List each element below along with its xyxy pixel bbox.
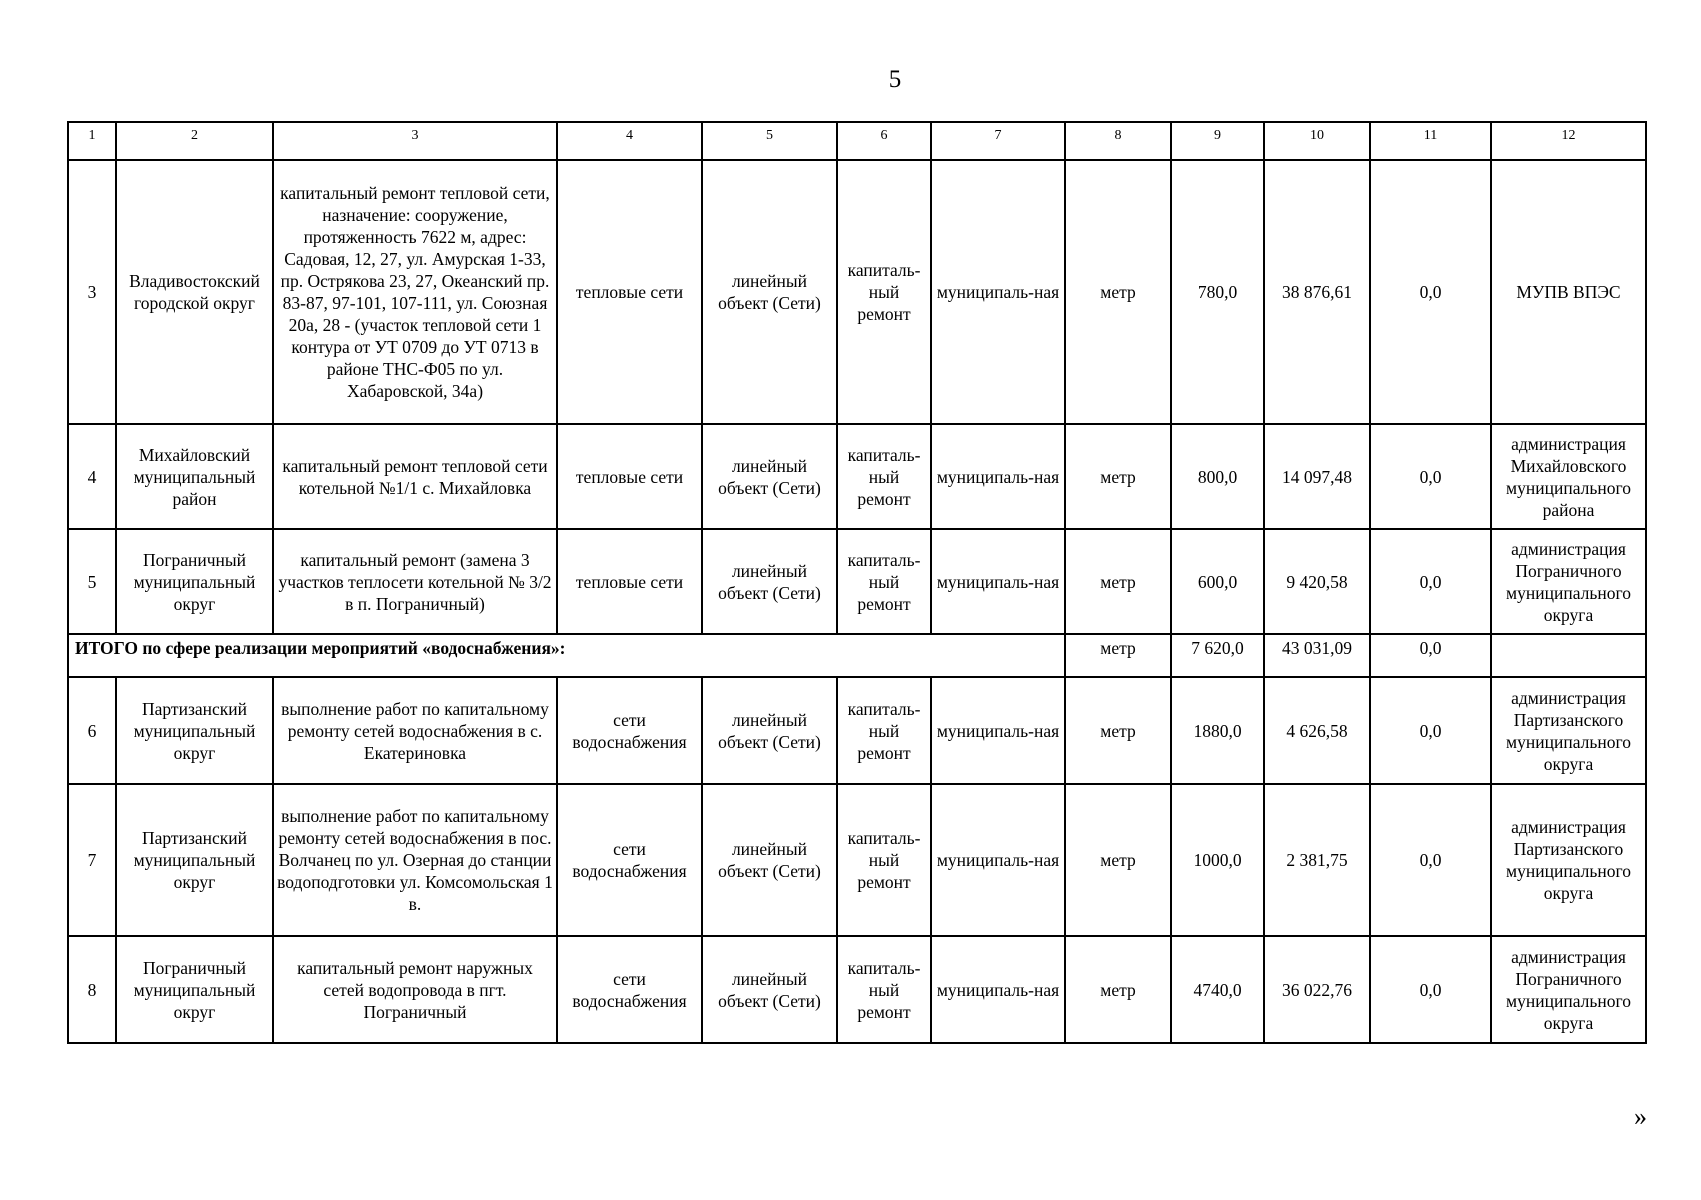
executor-cell: администрация Партизанского муниципального округа: [1491, 784, 1646, 936]
total-cost: 43 031,09: [1264, 634, 1370, 677]
ownership-cell: муниципаль-ная: [931, 784, 1065, 936]
header-cell: 1: [68, 122, 116, 160]
header-cell: 11: [1370, 122, 1491, 160]
quantity-cell: 600,0: [1171, 529, 1264, 634]
table-row: [68, 936, 1646, 1043]
header-cell: 12: [1491, 122, 1646, 160]
header-cell: 4: [557, 122, 702, 160]
unit-cell: метр: [1065, 784, 1171, 936]
row-number: 7: [68, 784, 116, 936]
col11-cell: 0,0: [1370, 160, 1491, 424]
table-row: [68, 160, 1646, 424]
executor-cell: администрация Пограничного муниципального округа: [1491, 936, 1646, 1043]
cost-cell: 14 097,48: [1264, 424, 1370, 529]
executor-cell: администрация Михайловского муниципального района: [1491, 424, 1646, 529]
col11-cell: 0,0: [1370, 677, 1491, 784]
table-header-row: [68, 122, 1646, 160]
network-cell: тепловые сети: [557, 160, 702, 424]
total-row: [68, 634, 1646, 677]
network-cell: сети водоснабжения: [557, 936, 702, 1043]
municipality-cell: Партизанский муниципальный округ: [116, 784, 273, 936]
header-cell: 8: [1065, 122, 1171, 160]
work-type-cell: капиталь-ный ремонт: [837, 529, 931, 634]
work-type-cell: капиталь-ный ремонт: [837, 936, 931, 1043]
row-number: 3: [68, 160, 116, 424]
description-cell: выполнение работ по капитальному ремонту сетей водоснабжения в пос. Волчанец по ул. Озерная до станции водоподготовки ул. Комсомольская 1 в.: [273, 784, 557, 936]
municipality-cell: Владивостокский городской округ: [116, 160, 273, 424]
description-cell: капитальный ремонт тепловой сети, назначение: сооружение, протяженность 7622 м, адрес: Садовая, 12, 27, ул. Амурская 1-33, пр. Острякова 23, 27, Океанский пр. 83-87, 97-101, 107-111, ул. Союзная 20а, 28 - (участок тепловой сети 1 контура от УТ 0709 до УТ 0713 в районе ТНС-Ф05 по ул. Хабаровской, 34а): [273, 160, 557, 424]
col11-cell: 0,0: [1370, 784, 1491, 936]
header-cell: 3: [273, 122, 557, 160]
unit-cell: метр: [1065, 160, 1171, 424]
unit-cell: метр: [1065, 936, 1171, 1043]
ownership-cell: муниципаль-ная: [931, 529, 1065, 634]
cost-cell: 9 420,58: [1264, 529, 1370, 634]
quantity-cell: 780,0: [1171, 160, 1264, 424]
table-row: [68, 424, 1646, 529]
col11-cell: 0,0: [1370, 424, 1491, 529]
network-cell: сети водоснабжения: [557, 784, 702, 936]
object-type-cell: линейный объект (Сети): [702, 529, 837, 634]
cost-cell: 2 381,75: [1264, 784, 1370, 936]
municipality-cell: Пограничный муниципальный округ: [116, 529, 273, 634]
description-cell: выполнение работ по капитальному ремонту сетей водоснабжения в с. Екатериновка: [273, 677, 557, 784]
municipality-cell: Партизанский муниципальный округ: [116, 677, 273, 784]
header-cell: 7: [931, 122, 1065, 160]
work-type-cell: капиталь-ный ремонт: [837, 784, 931, 936]
row-number: 6: [68, 677, 116, 784]
executor-cell: администрация Пограничного муниципального округа: [1491, 529, 1646, 634]
unit-cell: метр: [1065, 424, 1171, 529]
row-number: 4: [68, 424, 116, 529]
quantity-cell: 1880,0: [1171, 677, 1264, 784]
works-table: [67, 121, 1647, 1044]
quantity-cell: 4740,0: [1171, 936, 1264, 1043]
object-type-cell: линейный объект (Сети): [702, 677, 837, 784]
description-cell: капитальный ремонт наружных сетей водопровода в пгт. Пограничный: [273, 936, 557, 1043]
cost-cell: 4 626,58: [1264, 677, 1370, 784]
table-row: [68, 784, 1646, 936]
work-type-cell: капиталь-ный ремонт: [837, 160, 931, 424]
closing-quote-mark: »: [1634, 1102, 1647, 1131]
quantity-cell: 1000,0: [1171, 784, 1264, 936]
total-label: ИТОГО по сфере реализации мероприятий «водоснабжения»:: [68, 634, 1065, 677]
header-cell: 2: [116, 122, 273, 160]
ownership-cell: муниципаль-ная: [931, 677, 1065, 784]
ownership-cell: муниципаль-ная: [931, 424, 1065, 529]
ownership-cell: муниципаль-ная: [931, 936, 1065, 1043]
ownership-cell: муниципаль-ная: [931, 160, 1065, 424]
col11-cell: 0,0: [1370, 529, 1491, 634]
header-cell: 5: [702, 122, 837, 160]
quantity-cell: 800,0: [1171, 424, 1264, 529]
network-cell: тепловые сети: [557, 529, 702, 634]
executor-cell: МУПВ ВПЭС: [1491, 160, 1646, 424]
table-row: [68, 529, 1646, 634]
description-cell: капитальный ремонт тепловой сети котельной №1/1 с. Михайловка: [273, 424, 557, 529]
total-unit: метр: [1065, 634, 1171, 677]
network-cell: сети водоснабжения: [557, 677, 702, 784]
network-cell: тепловые сети: [557, 424, 702, 529]
total-executor: [1491, 634, 1646, 677]
municipality-cell: Михайловский муниципальный район: [116, 424, 273, 529]
header-cell: 6: [837, 122, 931, 160]
object-type-cell: линейный объект (Сети): [702, 784, 837, 936]
page-number: 5: [888, 66, 902, 93]
cost-cell: 38 876,61: [1264, 160, 1370, 424]
row-number: 8: [68, 936, 116, 1043]
object-type-cell: линейный объект (Сети): [702, 424, 837, 529]
row-number: 5: [68, 529, 116, 634]
description-cell: капитальный ремонт (замена 3 участков теплосети котельной № 3/2 в п. Пограничный): [273, 529, 557, 634]
col11-cell: 0,0: [1370, 936, 1491, 1043]
object-type-cell: линейный объект (Сети): [702, 936, 837, 1043]
header-cell: 9: [1171, 122, 1264, 160]
work-type-cell: капиталь-ный ремонт: [837, 424, 931, 529]
header-cell: 10: [1264, 122, 1370, 160]
municipality-cell: Пограничный муниципальный округ: [116, 936, 273, 1043]
unit-cell: метр: [1065, 529, 1171, 634]
work-type-cell: капиталь-ный ремонт: [837, 677, 931, 784]
table-row: [68, 677, 1646, 784]
total-col11: 0,0: [1370, 634, 1491, 677]
executor-cell: администрация Партизанского муниципального округа: [1491, 677, 1646, 784]
unit-cell: метр: [1065, 677, 1171, 784]
total-quantity: 7 620,0: [1171, 634, 1264, 677]
cost-cell: 36 022,76: [1264, 936, 1370, 1043]
object-type-cell: линейный объект (Сети): [702, 160, 837, 424]
